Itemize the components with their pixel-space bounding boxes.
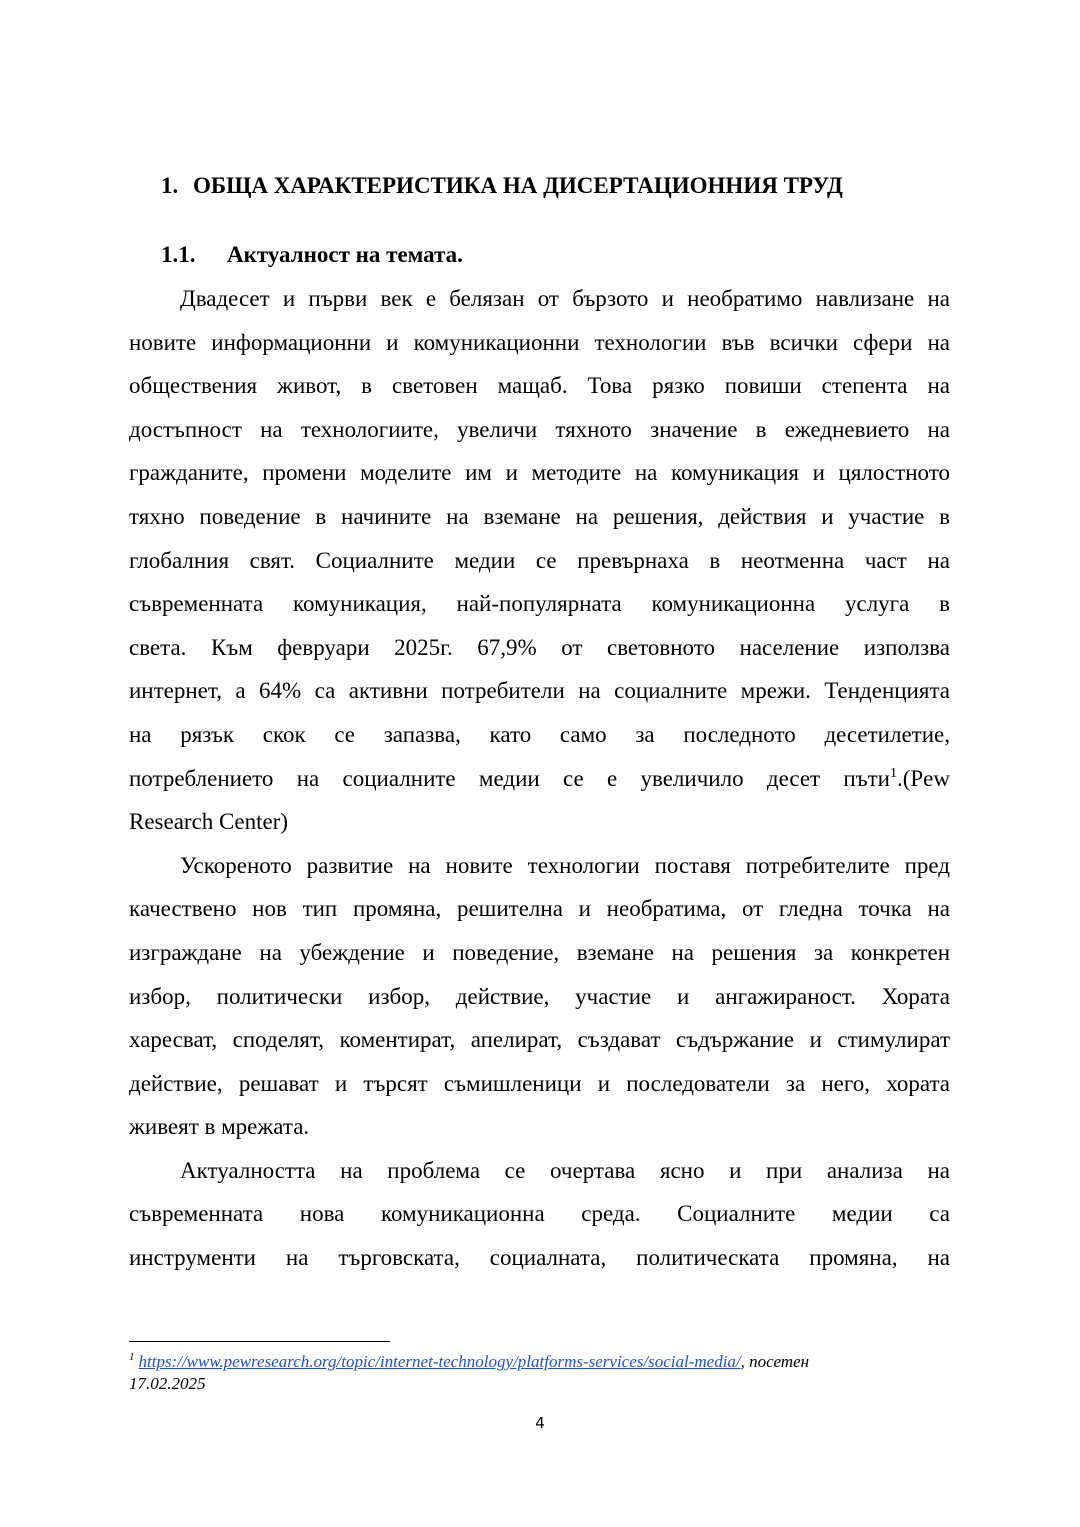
subsection-heading-title: Актуалност на темата. [227, 242, 463, 267]
text-line: тяхно поведение в начините на вземане на решения, действия и участие в [129, 503, 950, 529]
text-line: Двадесет и първи век е белязан от бързото и необратимо навлизане на [180, 286, 950, 311]
footnote-link[interactable]: https://www.pewresearch.org/topic/internet-technology/platforms-services/social-media/ [138, 1352, 741, 1371]
text-line: Research Center) [129, 809, 289, 835]
text-line: гражданите, промени моделите им и методите на комуникация и цялостното [129, 460, 950, 486]
paragraph-1 [129, 277, 950, 844]
page-number: 4 [535, 1414, 545, 1432]
text-line: новите информационни и комуникационни технологии във всички сфери на [129, 329, 950, 355]
text-line: избор, политически избор, действие, участие и ангажираност. Хората [129, 983, 950, 1009]
text-line: достъпност на технологиите, увеличи тяхното значение в ежедневието на [129, 416, 950, 442]
subsection-heading-number: 1.1. [161, 242, 196, 267]
text-line: Ускореното развитие на новите технологии поставя потребителите пред [180, 852, 950, 878]
paragraph-2 [129, 844, 950, 1149]
text-line-with-footnote [129, 757, 950, 801]
footnote-line-tail: .(Pew [896, 765, 950, 791]
footnote-separator [129, 1341, 390, 1342]
text-line: Актуалността на проблема се очертава ясно и при анализа на [180, 1157, 950, 1183]
paragraph-3 [129, 1149, 950, 1280]
footnote-marker: 1 [129, 1351, 135, 1363]
text-line: живеят в мрежата. [129, 1114, 310, 1140]
text-line: съвременната нова комуникационна среда. Социалните медии са [129, 1201, 950, 1227]
footnote-suffix: , посетен [740, 1352, 810, 1371]
text-line: интернет, а 64% са активни потребители на социалните мрежи. Тенденцията [129, 678, 950, 704]
text-line: качествено нов тип промяна, решителна и необратима, от гледна точка на [129, 896, 950, 922]
text-line: харесват, споделят, коментират, апелират, създават съдържание и стимулират [129, 1027, 950, 1053]
section-heading [161, 170, 981, 202]
text-line: действие, решават и търсят съмишленици и последователи за него, хората [129, 1070, 950, 1096]
text-line: на рязък скок се запазва, като само за последното десетилетие, [129, 721, 950, 747]
footnote-line-text: потреблението на социалните медии се е увеличило десет пъти [129, 765, 890, 791]
footnote-date: 17.02.2025 [129, 1374, 206, 1393]
text-line: инструменти на търговската, социалната, политическата промяна, на [129, 1245, 950, 1271]
text-line: съвременната комуникация, най-популярната комуникационна услуга в [129, 591, 950, 617]
section-heading-title: ОБЩА ХАРАКТЕРИСТИКА НА ДИСЕРТАЦИОННИЯ ТРУД [193, 173, 843, 198]
footnote [129, 1351, 969, 1395]
text-line: глобалния свят. Социалните медии се превърнаха в неотменна част на [129, 547, 950, 573]
text-line: изграждане на убеждение и поведение, вземане на решения за конкретен [129, 939, 950, 965]
text-line: света. Към февруари 2025г. 67,9% от световното население използва [129, 634, 950, 660]
subsection-heading [161, 238, 463, 272]
section-heading-number: 1. [161, 173, 179, 198]
body-text [129, 277, 950, 1280]
footnote-reference[interactable]: 1 [889, 765, 897, 781]
text-line: обществения живот, в световен мащаб. Това рязко повиши степента на [129, 373, 950, 399]
